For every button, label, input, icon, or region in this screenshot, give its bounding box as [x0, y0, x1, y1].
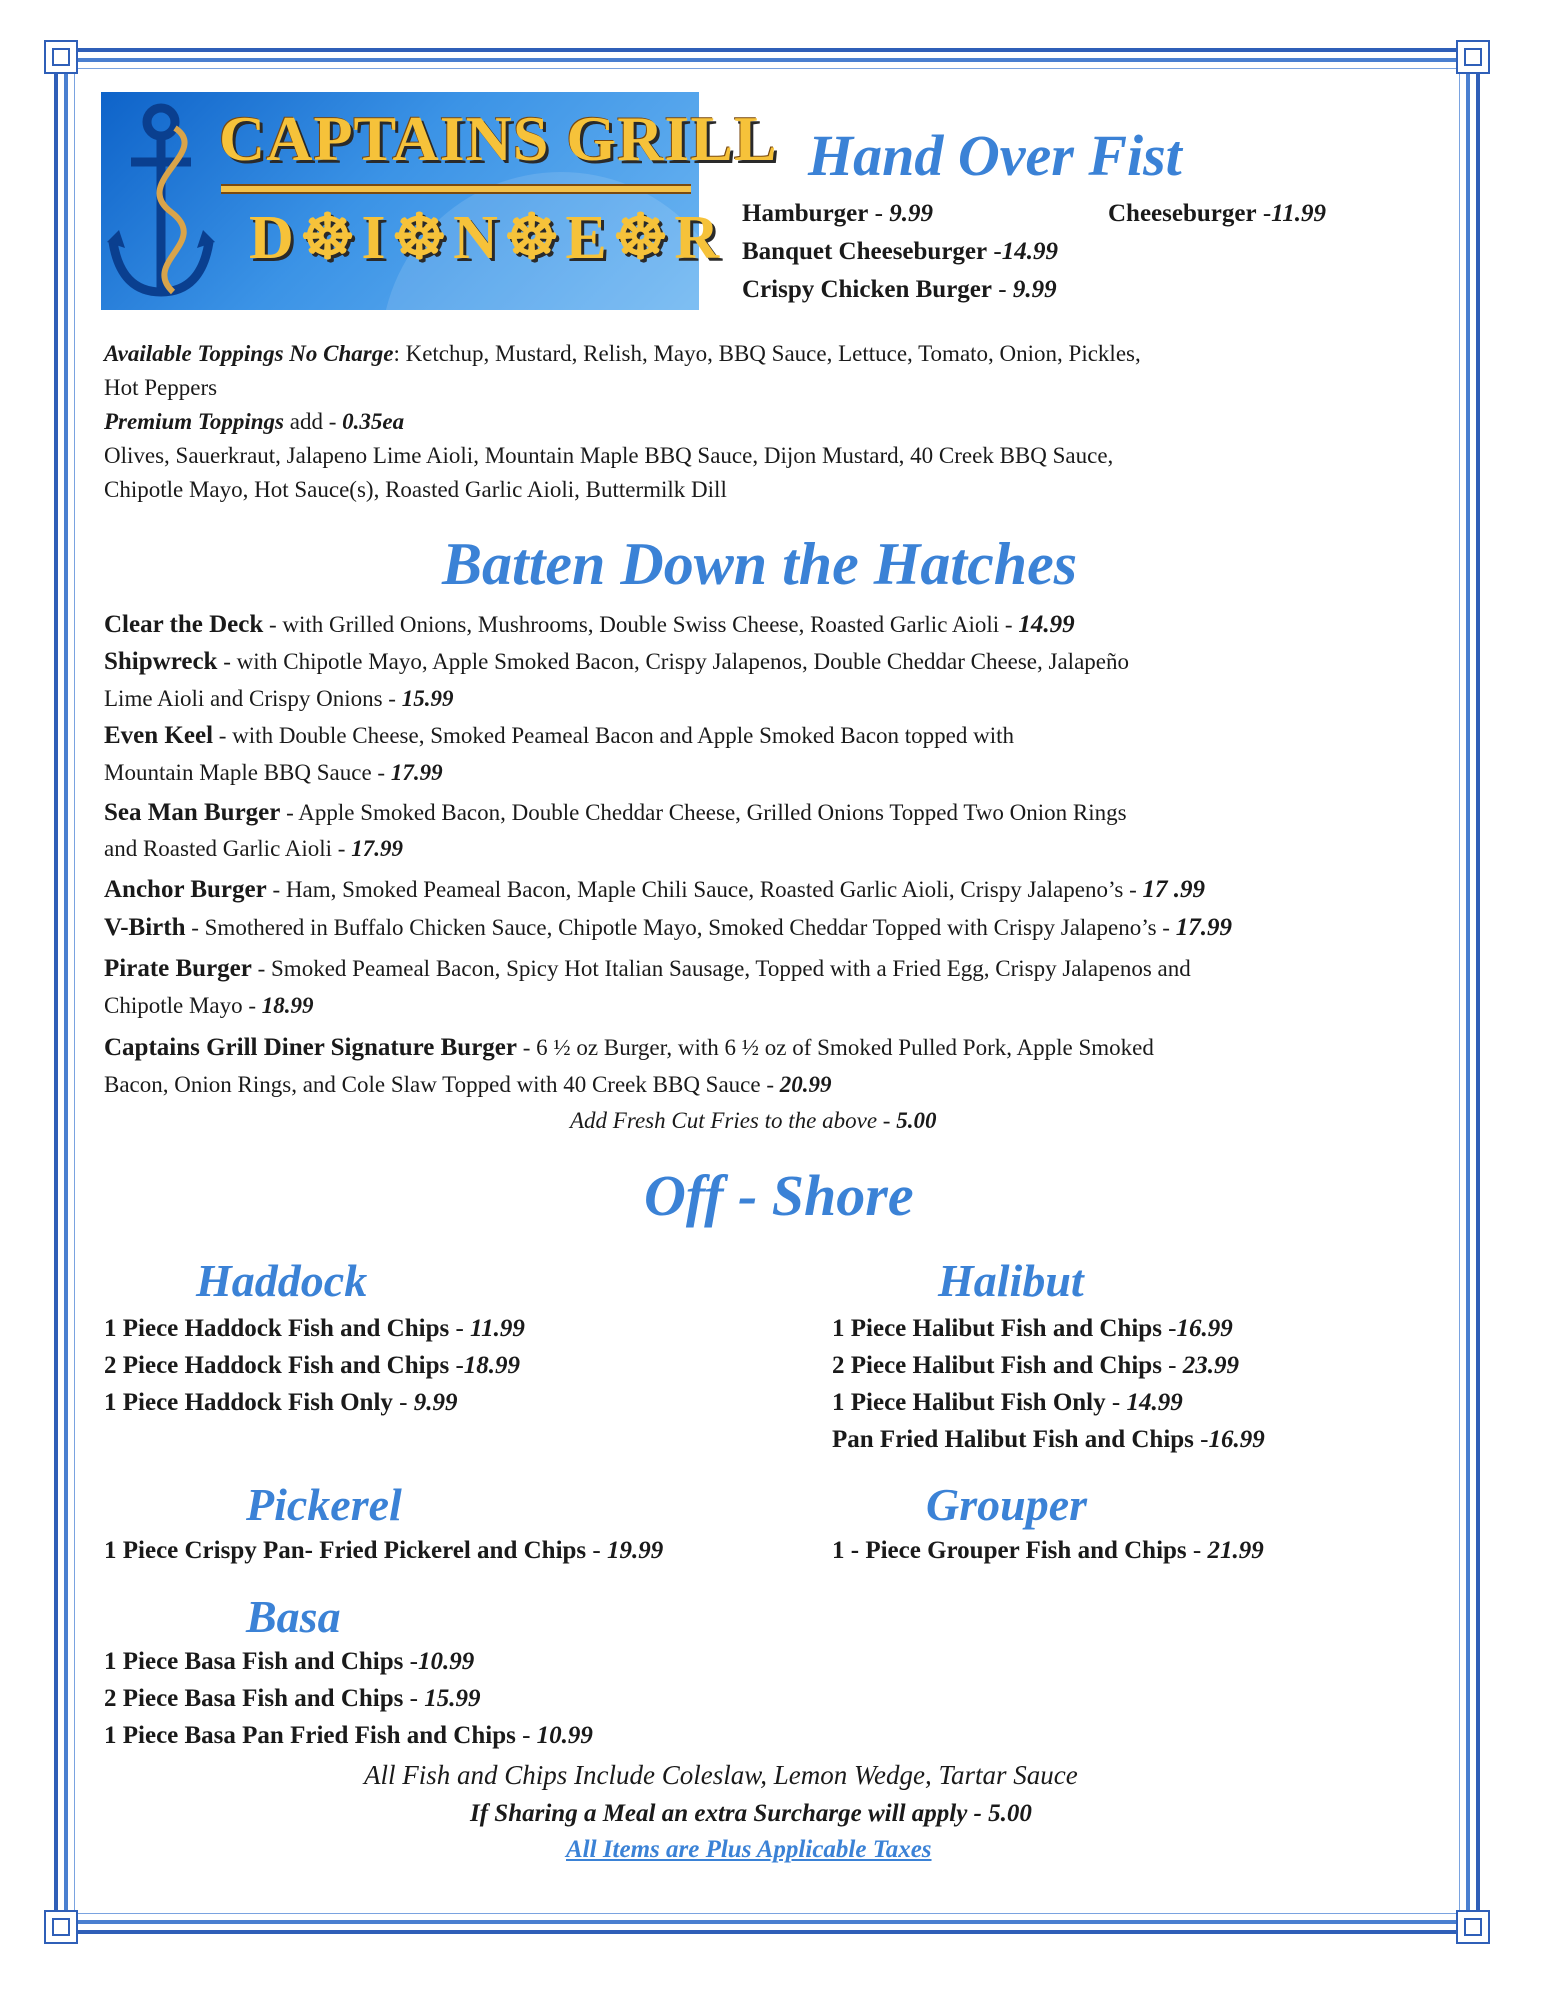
menu-item-basa-1pc: 1 Piece Basa Fish and Chips -10.99: [104, 1648, 475, 1675]
menu-item-halibut-fish-only: 1 Piece Halibut Fish Only - 14.99: [832, 1389, 1183, 1416]
section-title-offshore: Off - Shore: [644, 1163, 914, 1228]
menu-item-banquet-cheeseburger: Banquet Cheeseburger -14.99: [742, 238, 1058, 265]
restaurant-logo: [101, 92, 778, 310]
menu-item-halibut-1pc: 1 Piece Halibut Fish and Chips -16.99: [832, 1315, 1233, 1342]
menu-item-clear-the-deck: Clear the Deck - with Grilled Onions, Mushrooms, Double Swiss Cheese, Roasted Garlic Aioli - 14.99: [104, 611, 1075, 638]
menu-item-haddock-fish-only: 1 Piece Haddock Fish Only - 9.99: [104, 1389, 458, 1416]
toppings-free-line: Available Toppings No Charge: Ketchup, Mustard, Relish, Mayo, BBQ Sauce, Lettuce, Tomato, Onion, Pickles,: [104, 341, 1141, 366]
corner-ornament-tl: [44, 40, 78, 74]
subsection-title-grouper: Grouper: [926, 1479, 1088, 1530]
corner-ornament-br: [1456, 1910, 1490, 1944]
logo-title: CAPTAINS GRILL: [219, 103, 778, 174]
menu-item-sea-man-burger-cont: and Roasted Garlic Aioli - 17.99: [104, 836, 403, 861]
subsection-title-basa: Basa: [246, 1591, 341, 1642]
subsection-title-pickerel: Pickerel: [246, 1479, 402, 1530]
toppings-premium-list-1: Olives, Sauerkraut, Jalapeno Lime Aioli, Mountain Maple BBQ Sauce, Dijon Mustard, 40 Creek BBQ Sauce,: [104, 443, 1114, 468]
logo-rope-bar: [221, 184, 691, 194]
menu-item-haddock-2pc: 2 Piece Haddock Fish and Chips -18.99: [104, 1352, 521, 1379]
menu-item-pirate-burger: Pirate Burger - Smoked Peameal Bacon, Spicy Hot Italian Sausage, Topped with a Fried Egg, Crispy Jalapenos and: [104, 955, 1191, 982]
subsection-title-halibut: Halibut: [938, 1255, 1084, 1306]
menu-item-signature-burger: Captains Grill Diner Signature Burger - 6 ½ oz Burger, with 6 ½ oz of Smoked Pulled Pork, Apple Smoked: [104, 1034, 1154, 1061]
menu-item-anchor-burger: Anchor Burger - Ham, Smoked Peameal Bacon, Maple Chili Sauce, Roasted Garlic Aioli, Crispy Jalapeno’s - 17 .99: [104, 876, 1205, 903]
toppings-premium-list-2: Chipotle Mayo, Hot Sauce(s), Roasted Garlic Aioli, Buttermilk Dill: [104, 477, 727, 502]
menu-item-v-birth: V-Birth - Smothered in Buffalo Chicken Sauce, Chipotle Mayo, Smoked Cheddar Topped with Crispy Jalapeno’s - 17.99: [104, 914, 1232, 941]
sharing-surcharge-note: If Sharing a Meal an extra Surcharge will apply - 5.00: [470, 1800, 1032, 1827]
menu-item-halibut-2pc: 2 Piece Halibut Fish and Chips - 23.99: [832, 1352, 1239, 1379]
menu-item-signature-burger-cont: Bacon, Onion Rings, and Cole Slaw Topped with 40 Creek BBQ Sauce - 20.99: [104, 1072, 832, 1097]
section-title-burgers: Hand Over Fist: [808, 123, 1182, 188]
menu-item-halibut-pan-fried: Pan Fried Halibut Fish and Chips -16.99: [832, 1426, 1265, 1453]
fries-addon-note: Add Fresh Cut Fries to the above - 5.00: [570, 1108, 937, 1133]
toppings-free-line-2: Hot Peppers: [104, 375, 218, 400]
menu-item-haddock-1pc: 1 Piece Haddock Fish and Chips - 11.99: [104, 1315, 525, 1342]
menu-item-grouper: 1 - Piece Grouper Fish and Chips - 21.99: [832, 1537, 1264, 1564]
menu-item-pickerel: 1 Piece Crispy Pan- Fried Pickerel and Chips - 19.99: [104, 1537, 664, 1564]
corner-ornament-tr: [1456, 40, 1490, 74]
fish-includes-note: All Fish and Chips Include Coleslaw, Lemon Wedge, Tartar Sauce: [364, 1760, 1078, 1790]
toppings-premium-header: Premium Toppings add - 0.35ea: [104, 409, 405, 434]
menu-item-even-keel-cont: Mountain Maple BBQ Sauce - 17.99: [104, 760, 443, 785]
section-title-specialty: Batten Down the Hatches: [442, 531, 1078, 597]
menu-item-even-keel: Even Keel - with Double Cheese, Smoked Peameal Bacon and Apple Smoked Bacon topped with: [104, 722, 1015, 749]
menu-item-shipwreck: Shipwreck - with Chipotle Mayo, Apple Smoked Bacon, Crispy Jalapenos, Double Cheddar Cheese, Jalapeño: [104, 648, 1129, 675]
corner-ornament-bl: [44, 1910, 78, 1944]
menu-item-crispy-chicken-burger: Crispy Chicken Burger - 9.99: [742, 276, 1057, 303]
menu-item-basa-pan-fried: 1 Piece Basa Pan Fried Fish and Chips - 10.99: [104, 1722, 593, 1749]
menu-item-cheeseburger: Cheeseburger -11.99: [1108, 200, 1327, 227]
menu-item-shipwreck-cont: Lime Aioli and Crispy Onions - 15.99: [104, 686, 454, 711]
taxes-note: All Items are Plus Applicable Taxes: [566, 1836, 932, 1863]
logo-subtitle: D☸I☸N☸E☸R: [249, 204, 726, 272]
menu-item-sea-man-burger: Sea Man Burger - Apple Smoked Bacon, Double Cheddar Cheese, Grilled Onions Topped Two Onion Rings: [104, 799, 1127, 826]
menu-item-hamburger: Hamburger - 9.99: [742, 200, 933, 227]
menu-item-pirate-burger-cont: Chipotle Mayo - 18.99: [104, 993, 314, 1018]
menu-item-basa-2pc: 2 Piece Basa Fish and Chips - 15.99: [104, 1685, 481, 1712]
subsection-title-haddock: Haddock: [196, 1255, 368, 1306]
